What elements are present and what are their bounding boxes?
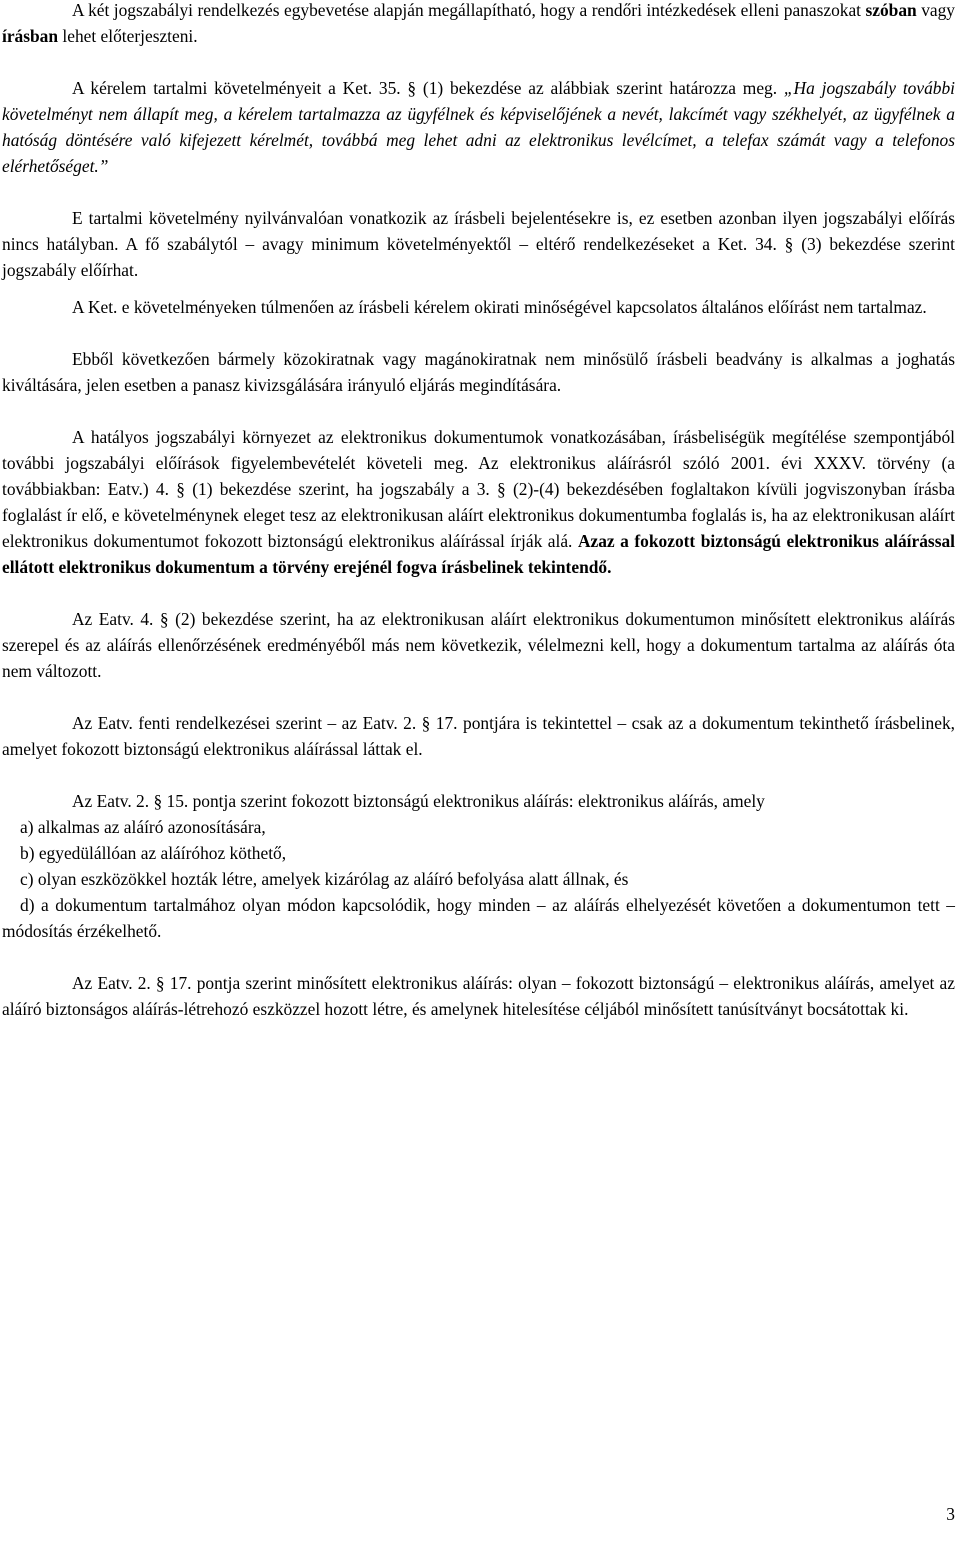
paragraph-elektronikus-dokumentum	[2, 424, 955, 580]
paragraph-eatv-fenti	[2, 710, 955, 762]
paragraph-kovetkezmeny	[2, 346, 955, 398]
text-run: E tartalmi követelmény nyilvánvalóan vonatkozik az írásbeli bejelentésekre is, ez esetben azonban ilyen jogszabályi előírás nincs hatályban. A fő szabálytól – avagy minimum követelményektől – eltérő rendelkezéseket a Ket. 34. § (3) bekezdése szerint jogszabály előírhat.	[2, 208, 955, 280]
paragraph-eatv-2-17: Az Eatv. 2. § 17. pontja szerint minősített elektronikus aláírás: olyan – fokozott biztonságú – elektronikus aláírás, amelyet az aláíró biztonságos aláírás-létrehozó eszközzel hozott létre, és amelynek hitelesítése céljából minősített tanúsítványt bocsátottak ki.	[2, 973, 955, 1019]
text-run: Ebből következően bármely közokiratnak vagy magánokiratnak nem minősülő írásbeli beadvány is alkalmas a joghatás kiváltására, jelen esetben a panasz kivizsgálására irányuló eljárás megindítására.	[2, 349, 955, 395]
paragraph-eatv-2-15	[2, 788, 955, 814]
list-item: c) olyan eszközökkel hozták létre, amelyek kizárólag az aláíró befolyása alatt állnak, és	[20, 869, 629, 889]
list-item: d) a dokumentum tartalmához olyan módon kapcsolódik, hogy minden – az aláírás elhelyezését követően a dokumentumon tett – módosítás érzékelhető.	[2, 895, 955, 941]
page-number: 3	[946, 1504, 955, 1524]
paragraph-tartalmi-kovetelmeny	[2, 205, 955, 283]
text-run: A kérelem tartalmi követelményeit a Ket. 35. § (1) bekezdése az alábbiak szerint határozza meg.	[72, 78, 784, 98]
italic-quote: „Ha jogszabály további követelményt nem állapít meg, a kérelem tartalmazza az ügyfélnek és képviselőjének a nevét, lakcímét vagy székhelyét, az ügyfélnek a hatóság döntésére való kifejezett kérelmét, továbbá meg lehet adni az elektronikus levélcímet, a telefax számát vagy a telefonos elérhetőséget.”	[2, 78, 955, 176]
paragraph-panasz-forma	[2, 0, 955, 49]
text-run: A Ket. e követelményeken túlmenően az írásbeli kérelem okirati minőségével kapcsolatos általános előírást nem tartalmaz.	[72, 297, 927, 317]
document-body	[2, 0, 955, 1022]
text-run: vagy	[916, 0, 956, 20]
paragraph-eatv-4-2	[2, 606, 955, 684]
text-run: Az Eatv. fenti rendelkezései szerint – az Eatv. 2. § 17. pontjára is tekintettel – csak az a dokumentum tekinthető írásbelinek, amelyet fokozott biztonságú elektronikus aláírással láttak el.	[2, 713, 955, 759]
text-run: Az Eatv. 4. § (2) bekezdése szerint, ha az elektronikusan aláírt elektronikus dokumentumon minősített elektronikus aláírás szerepel és az aláírás ellenőrzésének eredményéből más nem következik, vélelmezni kell, hogy a dokumentum tartalma az aláírás óta nem változott.	[2, 609, 955, 681]
text-run: A hatályos jogszabályi környezet az elektronikus dokumentumok vonatkozásában, írásbeliségük megítélése szempontjából további jogszabályi előírások figyelembevételét követeli meg. Az elektronikus aláírásról szóló 2001. évi XXXV. törvény (a továbbiakban: Eatv.) 4. § (1) bekezdése szerint, ha jogszabály a 3. § (2)-(4) bekezdésében foglaltakon kívüli jogviszonyban írásba foglalást ír elő, e követelménynek eleget tesz az elektronikusan aláírt elektronikus dokumentumba foglalás is, ha az elektronikusan aláírt elektronikus dokumentumot fokozott biztonságú elektronikus aláírással írják alá.	[2, 427, 955, 551]
text-run: A két jogszabályi rendelkezés egybevetése alapján megállapítható, hogy a rendőri intézkedések elleni panaszokat	[72, 0, 866, 20]
bold-text-run: szóban	[865, 0, 917, 20]
text-run: Az Eatv. 2. § 15. pontja szerint fokozott biztonságú elektronikus aláírás: elektronikus aláírás, amely	[72, 791, 765, 811]
text-run: lehet előterjeszteni.	[58, 26, 198, 46]
paragraph-ket-35	[2, 75, 955, 179]
list-item: a) alkalmas az aláíró azonosítására,	[20, 817, 266, 837]
bold-conclusion: Azaz a fokozott biztonságú elektronikus aláírással ellátott elektronikus dokumentum a törvény erejénél fogva írásbelinek tekintendő.	[2, 531, 955, 577]
list-item: b) egyedülállóan az aláíróhoz köthető,	[20, 843, 287, 863]
bold-text-run: írásban	[2, 26, 59, 46]
paragraph-okirati-minoseg	[2, 294, 955, 320]
